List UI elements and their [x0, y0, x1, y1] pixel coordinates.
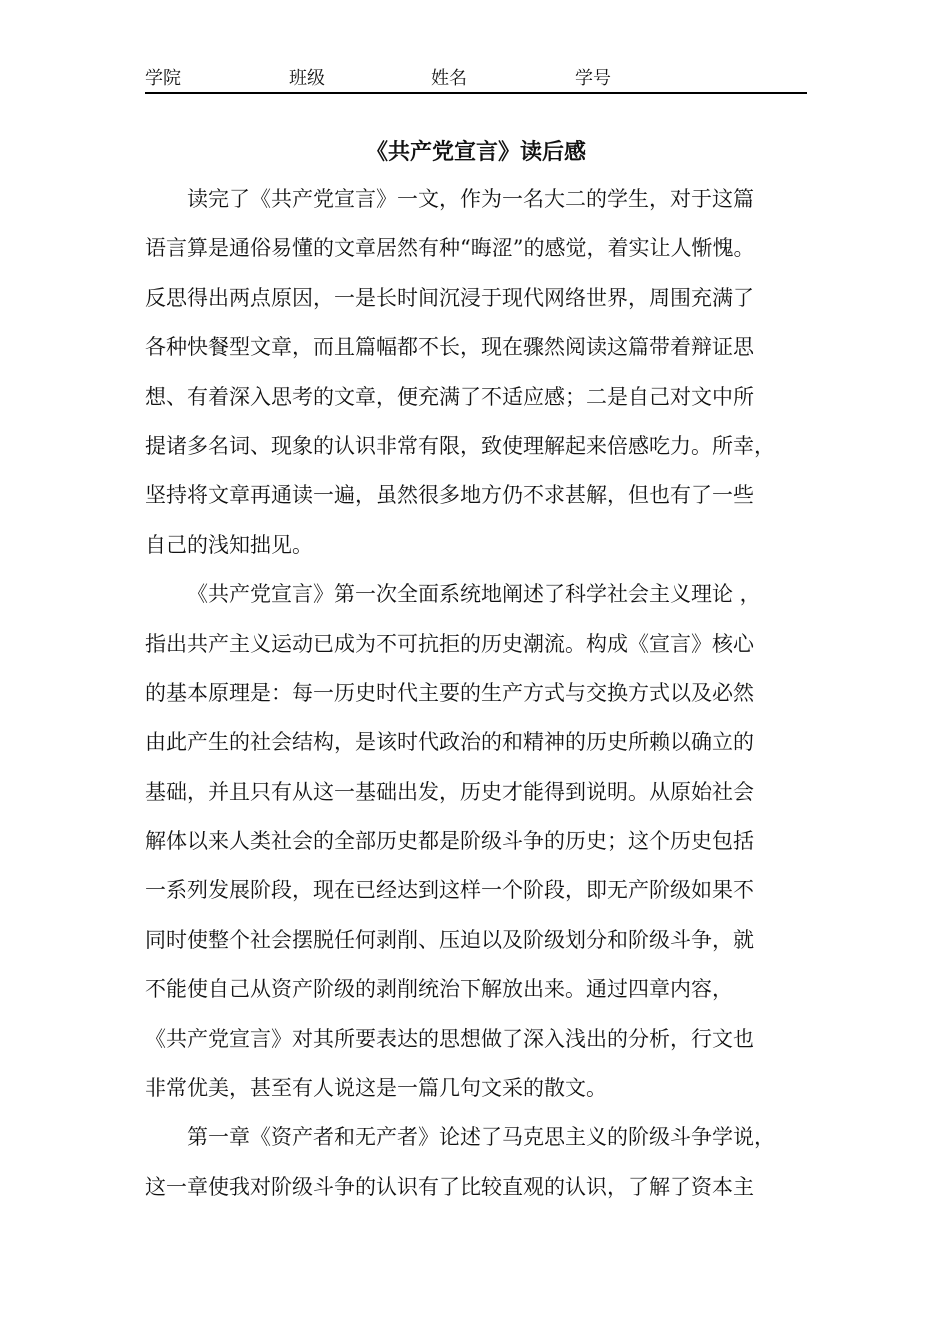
paragraph-1-line: 读完了《共产党宣言》一文，作为一名大二的学生，对于这篇: [187, 187, 754, 211]
paragraph-2-line: 同时使整个社会摆脱任何剥削、压迫以及阶级划分和阶级斗争，就: [145, 927, 754, 952]
paragraph-2-line: 一系列发展阶段，现在已经达到这样一个阶段，即无产阶级如果不: [145, 878, 754, 903]
student-id-field-label: 学号: [575, 68, 611, 89]
paragraph-1-line: 坚持将文章再通读一遍，虽然很多地方仍不求甚解，但也有了一些: [145, 483, 754, 508]
paragraph-3-line: 第一章《资产者和无产者》论述了马克思主义的阶级斗争学说，: [187, 1125, 775, 1150]
paragraph-2-line: 的基本原理是：每一历史时代主要的生产方式与交换方式以及必然: [145, 680, 754, 705]
paragraph-1-line: 提诸多名词、现象的认识非常有限，致使理解起来倍感吃力。所幸，: [145, 433, 775, 458]
paragraph-1-line: 反思得出两点原因，一是长时间沉浸于现代网络世界，周围充满了: [145, 285, 754, 310]
paragraph-3-line: 这一章使我对阶级斗争的认识有了比较直观的认识，了解了资本主: [145, 1174, 754, 1199]
paragraph-1-line: 自己的浅知拙见。: [145, 532, 313, 557]
paragraph-2-line: 《共产党宣言》第一次全面系统地阐述了科学社会主义理论 ，: [187, 582, 761, 607]
document-title: 《共产党宣言》读后感: [365, 139, 586, 165]
paragraph-2-line: 基础，并且只有从这一基础出发，历史才能得到说明。从原始社会: [145, 779, 754, 804]
class-field-label: 班级: [289, 68, 325, 89]
college-field-label: 学院: [145, 68, 181, 89]
paragraph-2-line: 解体以来人类社会的全部历史都是阶级斗争的历史；这个历史包括: [145, 829, 754, 854]
paragraph-2-line: 不能使自己从资产阶级的剥削统治下解放出来。通过四章内容，: [145, 977, 733, 1002]
paragraph-2-line: 非常优美，甚至有人说这是一篇几句文采的散文。: [145, 1076, 607, 1101]
paragraph-2-line: 《共产党宣言》对其所要表达的思想做了深入浅出的分析，行文也: [145, 1026, 754, 1051]
paragraph-2-line: 指出共产主义运动已成为不可抗拒的历史潮流。构成《宣言》核心: [145, 631, 754, 656]
page-header: [145, 66, 807, 94]
paragraph-2-line: 由此产生的社会结构，是该时代政治的和精神的历史所赖以确立的: [145, 730, 754, 755]
name-field-label: 姓名: [431, 68, 467, 89]
paragraph-1-line: 想、有着深入思考的文章，便充满了不适应感；二是自己对文中所: [145, 384, 754, 409]
paragraph-1-line: 语言算是通俗易懂的文章居然有种“晦涩”的感觉，着实让人惭愧。: [145, 236, 755, 261]
paragraph-1-line: 各种快餐型文章，而且篇幅都不长，现在骤然阅读这篇带着辩证思: [145, 335, 754, 360]
body-text: [145, 175, 825, 1212]
